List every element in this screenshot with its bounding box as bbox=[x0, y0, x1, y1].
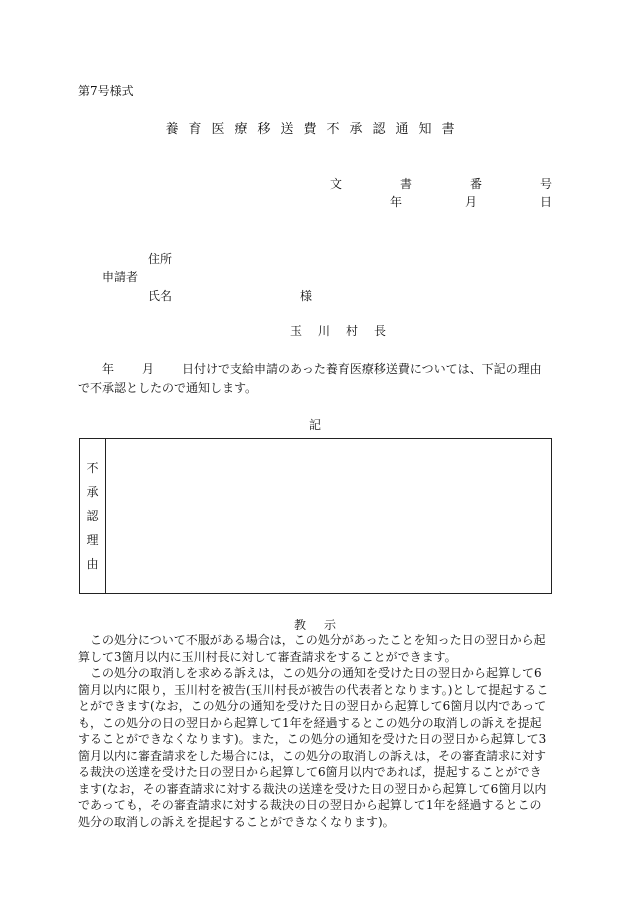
mayor-char: 玉 bbox=[290, 324, 303, 338]
address-label: 住所 bbox=[148, 252, 173, 266]
doc-number-char: 番 bbox=[469, 177, 482, 191]
document-number-line bbox=[330, 175, 552, 192]
instruction-paragraph: この処分について不服がある場合は，この処分があったことを知った日の翌日から起算して3箇月以内に玉川村長に対して審査請求をすることができます。 bbox=[78, 633, 546, 664]
body-text: 日付けで支給申請のあった養育医療移送費については、下記の理由で不承認としたので通知します。 bbox=[78, 362, 542, 395]
reason-label bbox=[80, 439, 106, 593]
date-year: 年 bbox=[390, 195, 403, 209]
reason-label-char: 不 bbox=[86, 461, 99, 475]
date-day: 日 bbox=[539, 195, 552, 209]
instruction-text bbox=[78, 632, 552, 830]
date-month: 月 bbox=[464, 195, 477, 209]
instruction-heading: 教示 bbox=[293, 618, 354, 632]
body-year: 年 bbox=[102, 362, 115, 376]
reason-label-char: 承 bbox=[86, 485, 99, 499]
honorific: 様 bbox=[300, 289, 313, 303]
reason-label-char: 理 bbox=[86, 533, 99, 547]
doc-number-char: 文 bbox=[330, 177, 343, 191]
reason-content-area bbox=[106, 439, 551, 593]
date-line bbox=[390, 193, 552, 210]
mayor-line bbox=[290, 322, 386, 339]
body-month: 月 bbox=[142, 362, 155, 376]
reason-box bbox=[79, 438, 552, 594]
mayor-char: 村 bbox=[345, 324, 358, 338]
mayor-char: 川 bbox=[317, 324, 330, 338]
reason-label-char: 由 bbox=[86, 557, 99, 571]
reason-label-char: 認 bbox=[86, 509, 99, 523]
instruction-paragraph: この処分の取消しを求める訴えは，この処分の通知を受けた日の翌日から起算して6箇月以内に限り，玉川村を被告(玉川村長が被告の代表者となります。)として提起することができます(なお，この処分の通知を受けた日の翌日から起算して6箇月以内であっても，この処分の日の翌日から起算して1年を経過するとこの処分の取消しの訴えを提起することができなくなります)。また，この処分の通知を受けた日の翌日から起算して3箇月以内に審査請求をした場合には，この処分の取消しの訴えは，その審査請求に対する裁決の送達を受けた日の翌日から起算して6箇月以内であれば，提起することができます(なお，その審査請求に対する裁決の送達を受けた日の翌日から起算して6箇月以内であっても，その審査請求に対する裁決の日の翌日から起算して1年を経過するとこの処分の取消しの訴えを提起することができなくなります)。 bbox=[78, 666, 549, 829]
name-label: 氏名 bbox=[148, 289, 173, 303]
mayor-char: 長 bbox=[373, 324, 386, 338]
doc-number-char: 書 bbox=[399, 177, 412, 191]
form-number: 第7号様式 bbox=[78, 84, 134, 98]
notice-body bbox=[78, 360, 552, 398]
applicant-label: 申請者 bbox=[102, 270, 139, 284]
doc-number-char: 号 bbox=[539, 177, 552, 191]
ki-heading: 記 bbox=[308, 418, 321, 432]
document-title: 養育医療移送費不承認通知書 bbox=[165, 122, 465, 137]
